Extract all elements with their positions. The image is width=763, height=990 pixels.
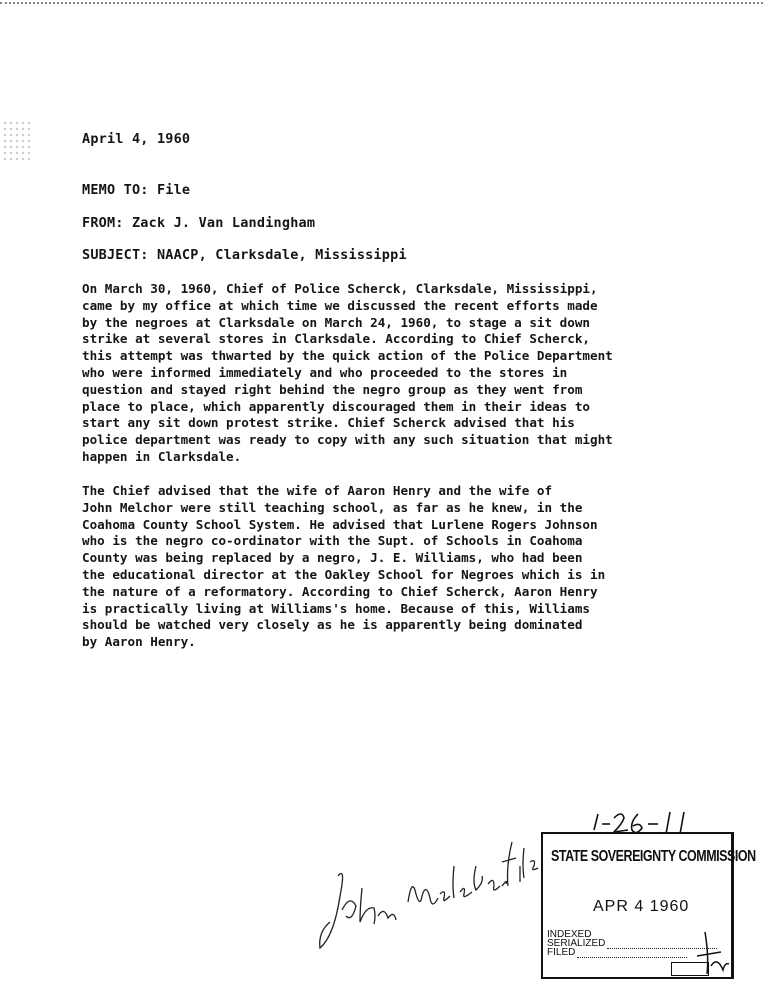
paragraph-line: County was being replaced by a negro, J. E. Williams, who had been	[82, 550, 583, 566]
memo-to-line: MEMO TO: File	[82, 182, 191, 198]
received-stamp	[541, 832, 756, 979]
stamp-filed-line	[547, 948, 687, 958]
paragraph-line: came by my office at which time we discussed the recent efforts made	[82, 297, 598, 313]
paragraph-line: should be watched very closely as he is apparently being dominated	[82, 617, 583, 633]
paragraph-line: is practically living at Williams's home. Because of this, Williams	[82, 600, 590, 616]
paragraph-line: who were informed immediately and who proceeded to the stores in	[82, 364, 568, 380]
memo-paragraph-1	[82, 281, 742, 466]
paragraph-line: the nature of a reformatory. According to Chief Scherck, Aaron Henry	[82, 583, 598, 599]
paragraph-line: who is the negro co-ordinator with the Supt. of Schools in Coahoma	[82, 533, 583, 549]
paragraph-line: Coahoma County School System. He advised that Lurlene Rogers Johnson	[82, 516, 598, 532]
memo-subject-line: SUBJECT: NAACP, Clarksdale, Mississippi	[82, 247, 407, 263]
paragraph-line: by the negroes at Clarksdale on March 24, 1960, to stage a sit down	[82, 314, 590, 330]
memo-from-line: FROM: Zack J. Van Landingham	[82, 215, 316, 231]
stamp-filed-label: FILED	[547, 947, 576, 958]
paragraph-line: question and stayed right behind the negro group as they went from	[82, 381, 583, 397]
paragraph-line: start any sit down protest strike. Chief Scherck advised that his	[82, 415, 575, 431]
paragraph-line: John Melchor were still teaching school, as far as he knew, in the	[82, 499, 583, 515]
handwritten-signature	[316, 836, 542, 954]
paragraph-line: the educational director at the Oakley School for Negroes which is in	[82, 566, 606, 582]
paragraph-line: place to place, which apparently discouraged them in their ideas to	[82, 398, 590, 414]
paragraph-line: by Aaron Henry.	[82, 634, 196, 650]
stamp-title: STATE SOVEREIGNTY COMMISSION	[551, 848, 756, 865]
paragraph-line: police department was ready to copy with any such situation that might	[82, 432, 613, 448]
paragraph-line: happen in Clarksdale.	[82, 448, 242, 464]
memo-date: April 4, 1960	[82, 131, 191, 147]
check-mark-icon	[693, 926, 733, 976]
stamp-date: APR 4 1960	[593, 898, 690, 915]
stamp-indexed-label: INDEXED	[547, 929, 592, 940]
memo-paragraph-2	[82, 483, 742, 651]
paragraph-line: The Chief advised that the wife of Aaron Henry and the wife of	[82, 483, 553, 498]
scan-artifact	[2, 120, 30, 160]
scan-top-edge	[0, 2, 763, 4]
paragraph-line: On March 30, 1960, Chief of Police Scherck, Clarksdale, Mississippi,	[82, 281, 598, 296]
paragraph-line: strike at several stores in Clarksdale. According to Chief Scherck,	[82, 331, 590, 347]
paragraph-line: this attempt was thwarted by the quick action of the Police Department	[82, 348, 613, 364]
stamp-serialized-label: SERIALIZED	[547, 938, 606, 949]
